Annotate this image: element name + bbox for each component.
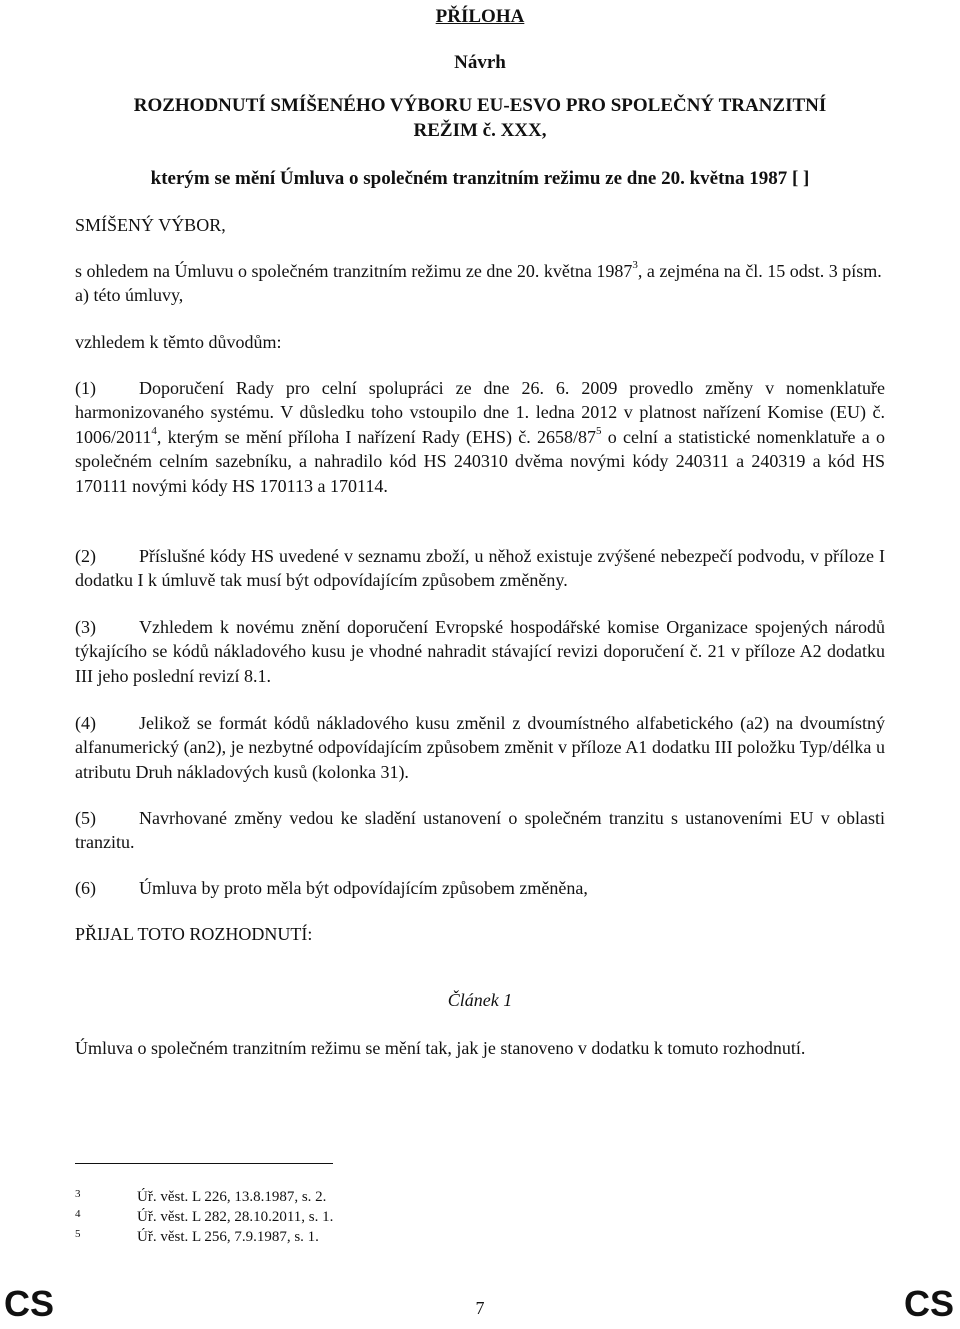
having-regard-text-b: , a zejména na čl. 15 odst. 3 písm. a) této úmluvy, — [75, 261, 882, 306]
recital-text-c: o celní a statistické nomenklatuře a o společném celním sazebníku, a nahradilo kód HS 240310 dvěma novými kódy 240311 a 240319 a kód HS 170111 novými kódy HS 170113 a 170114. — [75, 426, 885, 496]
footnote-ref-3: 3 — [632, 259, 638, 271]
footnote-text: Úř. věst. L 282, 28.10.2011, s. 1. — [137, 1209, 334, 1225]
decision-title-line1: ROZHODNUTÍ SMÍŠENÉHO VÝBORU EU-ESVO PRO SPOLEČNÝ TRANZITNÍ — [133, 95, 827, 116]
recital-number: (1) — [75, 378, 96, 398]
document-page — [75, 0, 885, 1323]
recital-number: (4) — [75, 713, 96, 733]
recital-number: (2) — [75, 546, 96, 566]
recital-text-b: , kterým se mění příloha I nařízení Rady (EHS) č. 2658/87 — [156, 426, 596, 447]
decision-title-line2: REŽIM č. XXX, — [413, 119, 547, 141]
committee-line: SMÍŠENÝ VÝBOR, — [75, 215, 226, 235]
article-heading: Článek 1 — [447, 990, 513, 1010]
adopted-line: PŘIJAL TOTO ROZHODNUTÍ: — [75, 924, 313, 944]
recital-text: Úmluva by proto měla být odpovídajícím způsobem změněna, — [139, 878, 588, 898]
language-code-left: CS — [4, 1283, 55, 1324]
recital-4 — [75, 711, 885, 784]
recital-number: (5) — [75, 808, 96, 828]
footnote-number: 3 — [75, 1188, 81, 1200]
footnote-separator — [75, 1163, 333, 1164]
recital-text: Navrhované změny vedou ke sladění ustanovení o společném tranzitu s ustanoveními EU v oblasti tranzitu. — [75, 808, 885, 853]
having-regard — [75, 259, 885, 308]
recital-number: (6) — [75, 878, 96, 898]
recital-3 — [75, 615, 885, 688]
decision-subtitle: kterým se mění Úmluva o společném tranzitním režimu ze dne 20. května 1987 [ ] — [150, 168, 810, 189]
recital-6 — [75, 876, 885, 900]
footnote-ref-5: 5 — [596, 424, 602, 437]
whereas-line: vzhledem k těmto důvodům: — [75, 332, 282, 352]
recital-text-a: Doporučení Rady pro celní spolupráci ze dne 26. 6. 2009 provedlo změny v nomenklatuře harmonizovaného systému. V důsledku toho vstoupilo dne 1. ledna 2012 v platnost nařízení Komise (EU) č. 1006/2011 — [75, 378, 885, 447]
recital-text: Jelikož se formát kódů nákladového kusu změnil z dvoumístného alfabetického (a2) na dvoumístný alfanumerický (an2), je nezbytné odpovídajícím způsobem změnit v příloze A1 dodatku III položku Typ/délka u atributu Druh nákladových kusů (kolonka 31). — [75, 713, 885, 782]
footnote-number: 5 — [75, 1228, 81, 1240]
recital-2 — [75, 544, 885, 593]
recital-text: Příslušné kódy HS uvedené v seznamu zboží, u něhož existuje zvýšené nebezpečí podvodu, v příloze I dodatku I k úmluvě tak musí být odpovídajícím způsobem změněny. — [75, 546, 885, 591]
having-regard-text-a: s ohledem na Úmluvu o společném tranzitním režimu ze dne 20. května 1987 — [75, 261, 633, 281]
recital-number: (3) — [75, 617, 96, 637]
language-code-right: CS — [903, 1283, 954, 1324]
page-number: 7 — [475, 1298, 485, 1318]
footnote-ref-4: 4 — [151, 424, 157, 437]
recital-text: Vzhledem k novému znění doporučení Evropské hospodářské komise Organizace spojených národů týkajícího se kódů nákladového kusu je vhodné nahradit stávající revizi doporučení č. 21 v příloze A2 dodatku III jeho poslední revizí 8.1. — [75, 617, 885, 686]
recital-1 — [75, 376, 885, 498]
draft-label: Návrh — [454, 52, 506, 73]
recital-5 — [75, 806, 885, 855]
footnote-text: Úř. věst. L 256, 7.9.1987, s. 1. — [137, 1229, 319, 1245]
footnote-number: 4 — [75, 1208, 81, 1220]
decision-title — [75, 94, 885, 143]
footnote-text: Úř. věst. L 226, 13.8.1987, s. 2. — [137, 1189, 327, 1205]
article-text: Úmluva o společném tranzitním režimu se mění tak, jak je stanoveno v dodatku k tomuto rozhodnutí. — [75, 1038, 806, 1058]
annex-heading: PŘÍLOHA — [435, 6, 525, 27]
